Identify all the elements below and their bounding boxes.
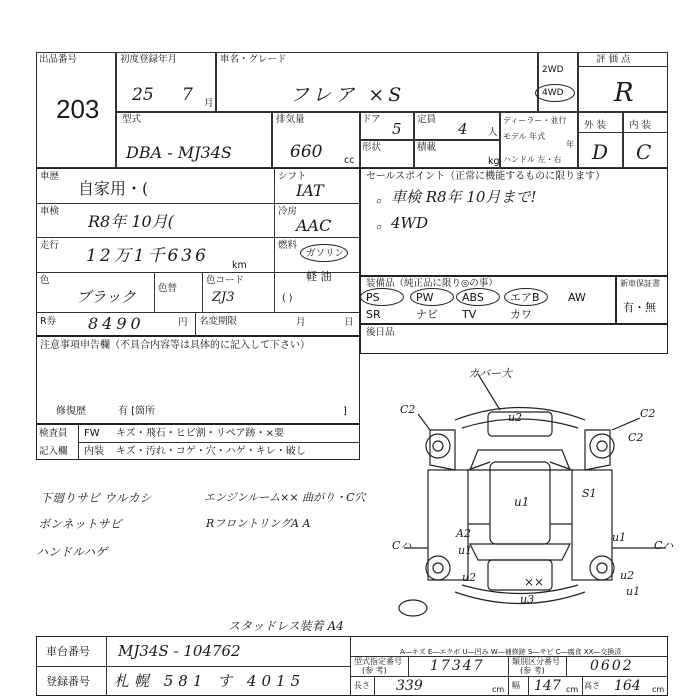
- col-line-1: [274, 168, 275, 312]
- grade-value: R: [614, 78, 634, 108]
- model-designation-value: 17347: [430, 658, 485, 674]
- inspector-r1-a: FW: [84, 428, 100, 439]
- displacement-unit: cc: [344, 155, 355, 166]
- first-reg-label: 初度登録年月: [120, 54, 178, 65]
- capacity-value: 4: [458, 120, 468, 138]
- length-unit: cm: [492, 685, 505, 694]
- recycle-unit: 円: [178, 317, 188, 328]
- dealer-label: ディーラー・並行: [503, 116, 567, 125]
- equipment-label: 装備品（純正品に限り◎の事）: [366, 278, 498, 289]
- first-reg-month: 7: [182, 85, 193, 105]
- row-line-4: [36, 312, 360, 313]
- exterior-label: 外 装: [584, 120, 607, 131]
- mark-c2-right: C2: [640, 407, 656, 420]
- model-designation-sub: (参 考): [362, 666, 387, 675]
- equipment-circle-4: [504, 288, 548, 306]
- warranty-label: 新車保証書: [620, 279, 660, 288]
- color-divider-2: [202, 272, 203, 312]
- interior-label: 内 装: [629, 120, 652, 131]
- car-name-value: フレア ×S: [290, 84, 406, 106]
- grade-divider: [578, 66, 668, 67]
- comment-4: エンジンルーム×× 曲がり・C穴: [204, 491, 366, 504]
- equipment-circle-3: [456, 288, 500, 306]
- color-code-value: ZJ3: [212, 290, 235, 305]
- mark-u1-roof: u1: [514, 495, 530, 509]
- inspector-col: [78, 424, 79, 460]
- equipment-item-2: PW: [416, 291, 434, 304]
- fuel-label: 燃料: [278, 240, 298, 251]
- spec-c6: [582, 676, 583, 696]
- height-unit: cm: [652, 685, 665, 694]
- inspector-mid: [78, 442, 360, 443]
- mark-u2-hood: u2: [508, 411, 523, 424]
- aircon-label: 冷房: [278, 206, 298, 217]
- inspection-value: R8年 10月(: [88, 212, 174, 231]
- equipment-item-5: AW: [568, 291, 586, 304]
- rear-label: 後日品: [366, 327, 395, 338]
- mileage-value: 12万1千636: [86, 246, 209, 266]
- comment-5: RフロントリングA A: [206, 517, 311, 530]
- warranty-value: 有・無: [623, 301, 656, 314]
- mileage-label: 走行: [40, 240, 60, 251]
- displacement-label: 排気量: [276, 114, 305, 125]
- inspector-r2-a: 内装: [84, 446, 104, 457]
- lot-label: 出品番号: [39, 54, 78, 65]
- mark-u1-left: u1: [458, 544, 473, 557]
- diagram-cover-note: カバー大: [468, 367, 512, 380]
- model-year-label: モデル 年式: [503, 132, 546, 141]
- chassis-value: MJ34S - 104762: [118, 642, 241, 660]
- lot-number: 203: [56, 94, 100, 124]
- mark-s1: S1: [582, 487, 597, 500]
- inspector-label-1: 検査員: [39, 428, 68, 439]
- name-change-month: 月: [296, 317, 306, 328]
- inspector-r2-b: キズ・汚れ・コゲ・穴・ハゲ・キレ・破し: [116, 446, 306, 457]
- aircon-value: AAC: [296, 216, 332, 235]
- handle-label: ハンドル 左・右: [503, 155, 562, 164]
- registration-label: 登録番号: [46, 675, 90, 688]
- name-change-label: 名変期限: [199, 316, 238, 327]
- width-value: 147: [534, 678, 561, 694]
- repair-close: ]: [343, 406, 347, 417]
- fuel-gasoline: ガソリン: [306, 248, 345, 259]
- spec-c3: [566, 656, 567, 676]
- first-reg-unit: 月: [204, 98, 214, 109]
- mark-u2-right-rear: u2: [620, 569, 635, 582]
- equipment-item-4: エアB: [510, 291, 540, 304]
- sales-point-line2: 。4WD: [376, 214, 428, 232]
- damage-legend: A―キズ E―エクボ U―凹み W―補修跡 S―サビ C―腐食 XX―交換済: [400, 648, 622, 656]
- equipment-item-r2-1: SR: [366, 308, 381, 321]
- capacity-label: 定員: [417, 114, 437, 125]
- model-label: 型式: [122, 114, 142, 125]
- inspection-label: 車検: [40, 206, 60, 217]
- notes-label: 注意事項申告欄（不具合内容等は具体的に記入して下さい）: [40, 340, 310, 351]
- fuel-paren: ( ): [282, 293, 293, 304]
- studless-note: スタッドレス装着 A4: [228, 619, 344, 633]
- mark-c2-left: C2: [400, 403, 416, 416]
- bottom-mid: [36, 666, 350, 667]
- equipment-circle-2: [410, 288, 454, 306]
- spec-c2: [508, 656, 509, 696]
- mark-u1-right: u1: [612, 531, 627, 544]
- model-designation-label: 型式指定番号: [354, 657, 402, 666]
- mark-a2: A2: [456, 527, 471, 540]
- recycle-value: 8490: [88, 314, 145, 333]
- color-change-label: 色替: [158, 283, 178, 294]
- doors-value: 5: [392, 120, 402, 138]
- equipment-item-r2-2: ナビ: [416, 308, 438, 321]
- col-line-2: [195, 312, 196, 336]
- drive-2wd: 2WD: [542, 65, 564, 75]
- mileage-unit: km: [232, 260, 247, 271]
- recycle-label: R券: [40, 316, 57, 327]
- inspector-r1-b: キズ・飛石・ヒビ割・リペア跡・×要: [116, 428, 284, 439]
- spec-c4: [374, 676, 375, 696]
- load-title: 積載: [417, 142, 437, 153]
- rear-block: [360, 324, 668, 354]
- color-code-label: 色コード: [206, 275, 245, 286]
- mark-c-right: Cハ: [654, 539, 674, 552]
- spec-mid: [350, 676, 668, 677]
- height-label: 高さ: [584, 681, 600, 690]
- length-label: 長さ: [354, 681, 370, 690]
- equipment-circle-1: [360, 288, 404, 306]
- equipment-item-1: PS: [366, 291, 380, 304]
- displacement-value: 660: [290, 142, 323, 162]
- chassis-label: 車台番号: [46, 645, 90, 658]
- class-number-label: 類別区分番号: [512, 657, 560, 666]
- color-divider: [154, 272, 155, 312]
- spec-c5: [528, 676, 529, 696]
- mark-xx: ××: [524, 575, 545, 589]
- comment-1: 下廻りサビ ウルカシ: [40, 491, 152, 505]
- mark-c2-rear: C2: [628, 431, 644, 444]
- grade-label: 評 価 点: [596, 54, 631, 65]
- inspector-label-2: 記入欄: [39, 446, 68, 457]
- height-value: 164: [614, 678, 641, 694]
- model-value: DBA - MJ34S: [126, 143, 232, 162]
- row-line-2: [36, 237, 360, 238]
- fuel-diesel: 軽 油: [306, 270, 332, 283]
- comment-2: ボンネットサビ: [38, 517, 122, 531]
- doors-label: ドア: [362, 114, 381, 125]
- first-reg-year: 25: [132, 85, 154, 105]
- history-label: 車歴: [40, 171, 60, 182]
- exterior-value: D: [592, 140, 609, 164]
- history-value: 自家用・(: [78, 179, 149, 198]
- drive-cell: [538, 52, 578, 112]
- drive-4wd: 4WD: [542, 88, 564, 98]
- registration-value: 札幌 581 す 4015: [114, 672, 306, 690]
- capacity-unit: 人: [488, 127, 498, 138]
- equipment-item-r2-4: カワ: [510, 308, 532, 321]
- mark-u3: u3: [520, 593, 535, 606]
- length-value: 339: [396, 678, 423, 694]
- color-label: 色: [40, 275, 50, 286]
- color-value: ブラック: [76, 288, 136, 306]
- bottom-col-2: [350, 636, 351, 696]
- row-line-1: [36, 203, 360, 204]
- class-number-sub: (参 考): [520, 666, 545, 675]
- sales-point-line1: 。車検 R8年 10月まで!: [376, 188, 537, 206]
- name-change-day: 日: [344, 317, 354, 328]
- mark-c-left: Cハ: [392, 539, 412, 552]
- mark-u2-left-rear: u2: [462, 571, 477, 584]
- load-unit: kg: [488, 156, 500, 167]
- shift-label: シフト: [278, 171, 307, 182]
- repair-label: 修復歴: [56, 406, 86, 417]
- mark-u1-right-rear: u1: [626, 585, 641, 598]
- model-year-suffix: 年: [566, 140, 574, 149]
- spec-c1: [408, 656, 409, 676]
- equipment-item-3: ABS: [462, 291, 484, 304]
- bottom-col-1: [106, 636, 107, 696]
- class-number-value: 0602: [590, 658, 634, 674]
- car-name-label: 車名・グレード: [220, 54, 287, 65]
- interior-value: C: [636, 140, 652, 164]
- ext-int-divider: [578, 132, 668, 133]
- width-unit: cm: [566, 685, 579, 694]
- equipment-item-r2-3: TV: [462, 308, 477, 321]
- shift-value: IAT: [296, 181, 324, 200]
- comment-3: ハンドルハゲ: [36, 545, 108, 559]
- repair-value: 有 [箇所: [118, 406, 156, 417]
- width-label: 幅: [512, 681, 520, 690]
- shape-label: 形状: [362, 142, 382, 153]
- sales-point-label: セールスポイント（正常に機能するものに限ります）: [366, 171, 606, 182]
